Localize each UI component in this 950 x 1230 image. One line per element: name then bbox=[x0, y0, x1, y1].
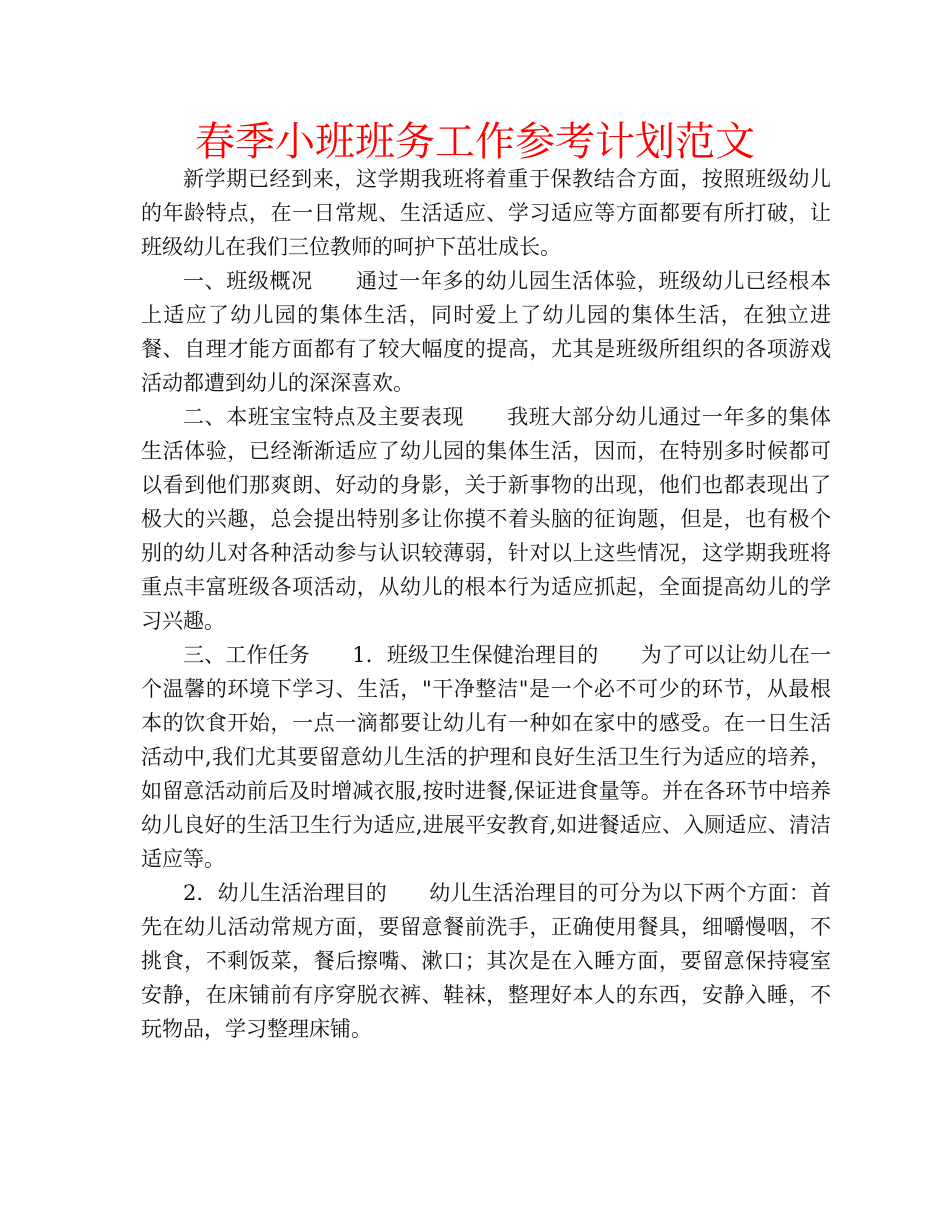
document-title: 春季小班班务工作参考计划范文 bbox=[195, 119, 755, 165]
paragraph-intro: 新学期已经到来，这学期我班将着重于保教结合方面，按照班级幼儿的年龄特点，在一日常规、生活适应、学习适应等方面都要有所打破，让班级幼儿在我们三位教师的呵护下茁壮成长。 bbox=[141, 167, 831, 259]
paragraph-class-overview: 一、班级概况 通过一年多的幼儿园生活体验，班级幼儿已经根本上适应了幼儿园的集体生活，同时爱上了幼儿园的集体生活，在独立进餐、自理才能方面都有了较大幅度的提高，尤其是班级所组织的各项游戏活动都遭到幼儿的深深喜欢。 bbox=[141, 269, 831, 395]
paragraph-life-management: 2．幼儿生活治理目的 幼儿生活治理目的可分为以下两个方面：首先在幼儿活动常规方面，要留意餐前洗手，正确使用餐具，细嚼慢咽，不挑食，不剩饭菜，餐后擦嘴、漱口；其次是在入睡方面，要留意保持寝室安静，在床铺前有序穿脱衣裤、鞋袜，整理好本人的东西，安静入睡，不玩物品，学习整理床铺。 bbox=[141, 881, 831, 1041]
paragraph-child-traits: 二、本班宝宝特点及主要表现 我班大部分幼儿通过一年多的集体生活体验，已经渐渐适应了幼儿园的集体生活，因而，在特别多时候都可以看到他们那爽朗、好动的身影，关于新事物的出现，他们也都表现出了极大的兴趣，总会提出特别多让你摸不着头脑的征询题，但是，也有极个别的幼儿对各种活动参与认识较薄弱，针对以上这些情况，这学期我班将重点丰富班级各项活动，从幼儿的根本行为适应抓起，全面提高幼儿的学习兴趣。 bbox=[141, 405, 831, 633]
paragraph-work-tasks: 三、工作任务 1．班级卫生保健治理目的 为了可以让幼儿在一个温馨的环境下学习、生活，"干净整洁"是一个必不可少的环节，从最根本的饮食开始，一点一滴都要让幼儿有一种如在家中的感受。在一日生活活动中,我们尤其要留意幼儿生活的护理和良好生活卫生行为适应的培养，如留意活动前后及时增减衣服,按时进餐,保证进食量等。并在各环节中培养幼儿良好的生活卫生行为适应,进展平安教育,如进餐适应、入厕适应、清洁适应等。 bbox=[141, 643, 831, 871]
document-body bbox=[141, 162, 831, 1046]
